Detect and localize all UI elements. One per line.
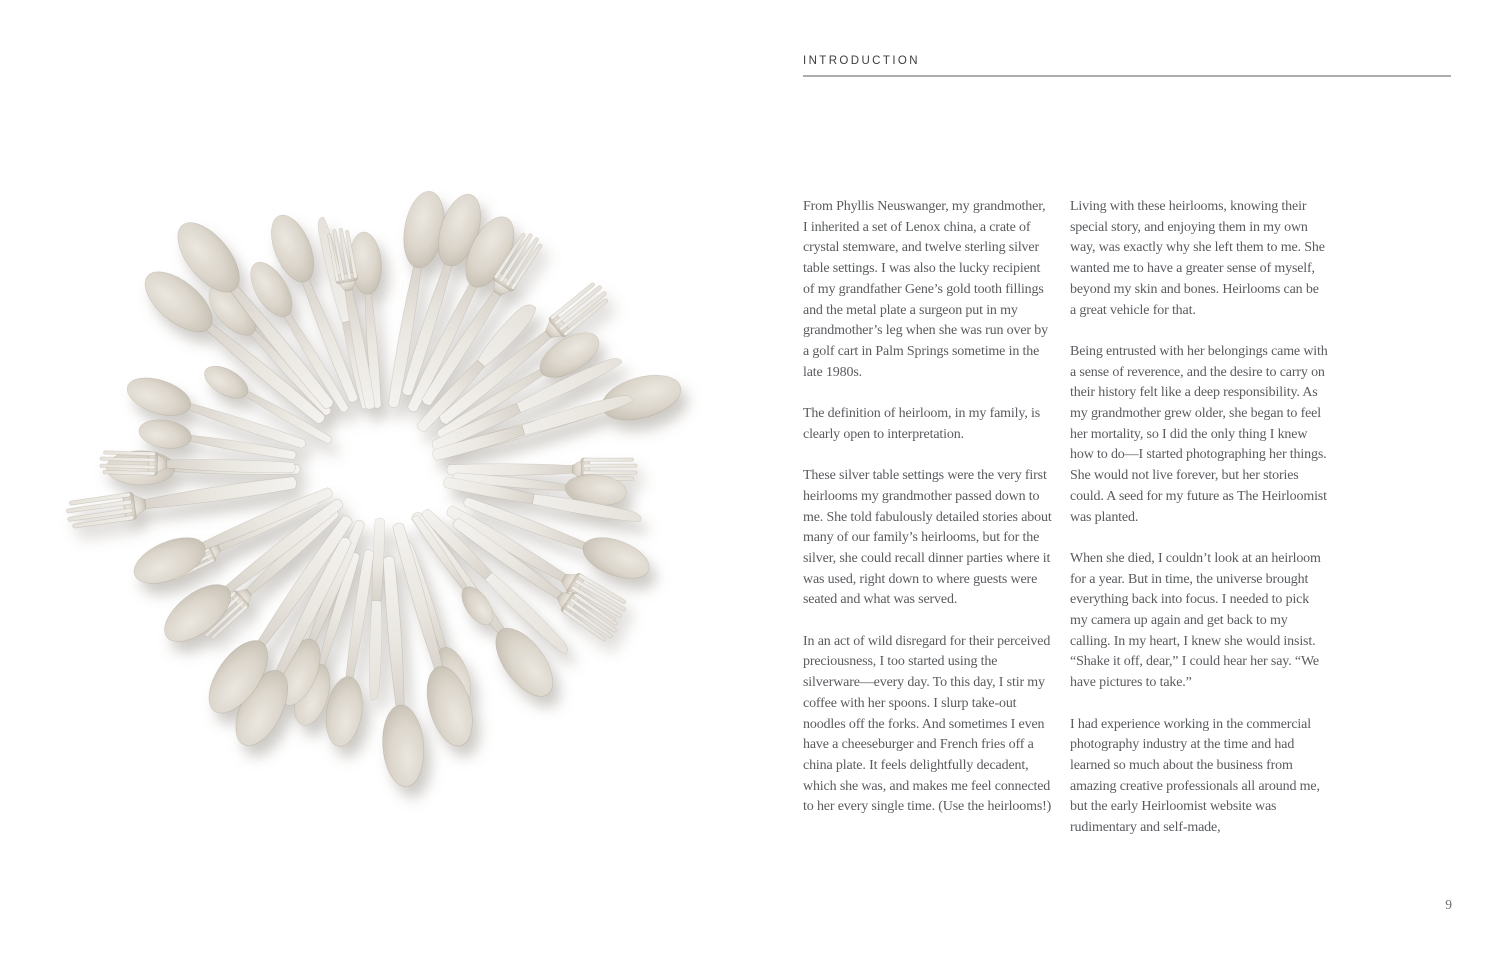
paragraph: I had experience working in the commercial photography industry at the time and had learned so much about the business from amazing creative professionals all around me, but the early Heirloomist website was rudimentary and self-made, [1070,716,1320,836]
text-columns [803,197,1451,839]
page-number: 9 [1445,897,1452,912]
text-column-2 [1070,197,1328,839]
paragraph: Being entrusted with her belongings came with a sense of reverence, and the desire to carry on their history felt like a deep responsibility. As my grandmother grew older, she began to feel her mortality, so I did the only thing I knew how to do—I started photographing her things. She would not live forever, but her stories could. A seed for my future as The Heirloomist was planted. [1070,343,1328,525]
text-column-1 [803,197,1053,839]
paragraph: The definition of heirloom, in my family, is clearly open to interpretation. [803,406,1041,442]
silverware-starburst-image [50,140,710,800]
paragraph: From Phyllis Neuswanger, my grandmother, I inherited a set of Lenox china, a crate of crystal stemware, and twelve sterling silver table settings. I was also the lucky recipient of my grandfather Gene’s gold tooth fillings and the metal plate a surgeon put in my grandmother’s leg when she was run over by a golf cart in Palm Springs sometime in the late 1980s. [803,199,1048,380]
paragraph: When she died, I couldn’t look at an heirloom for a year. But in time, the universe brought everything back into focus. I needed to pick my camera up again and get back to my calling. In my heart, I knew she would insist. “Shake it off, dear,” I could hear her say. “We have pictures to take.” [1070,550,1321,691]
header-rule [803,75,1451,77]
paragraph: In an act of wild disregard for their perceived preciousness, I too started using the silverware—every day. To this day, I stir my coffee with her spoons. I slurp take-out noodles off the forks. And sometimes I even have a cheeseburger and French fries off a china plate. It feels delightfully decadent, which she was, and makes me feel connected to her every single time. (Use the heirlooms!) [803,633,1052,815]
section-title: INTRODUCTION [803,55,920,67]
paragraph: These silver table settings were the very first heirlooms my grandmother passed down to me. She told fabulously detailed stories about many of our family’s heirlooms, but for the silver, she could recall dinner parties where it was used, right down to where guests were seated and what was served. [803,468,1052,608]
introduction-page [803,55,1451,839]
paragraph: Living with these heirlooms, knowing their special story, and enjoying them in my own way, was exactly why she left them to me. She wanted me to have a greater sense of myself, beyond my skin and bones. Heirlooms can be a great vehicle for that. [1070,199,1325,318]
